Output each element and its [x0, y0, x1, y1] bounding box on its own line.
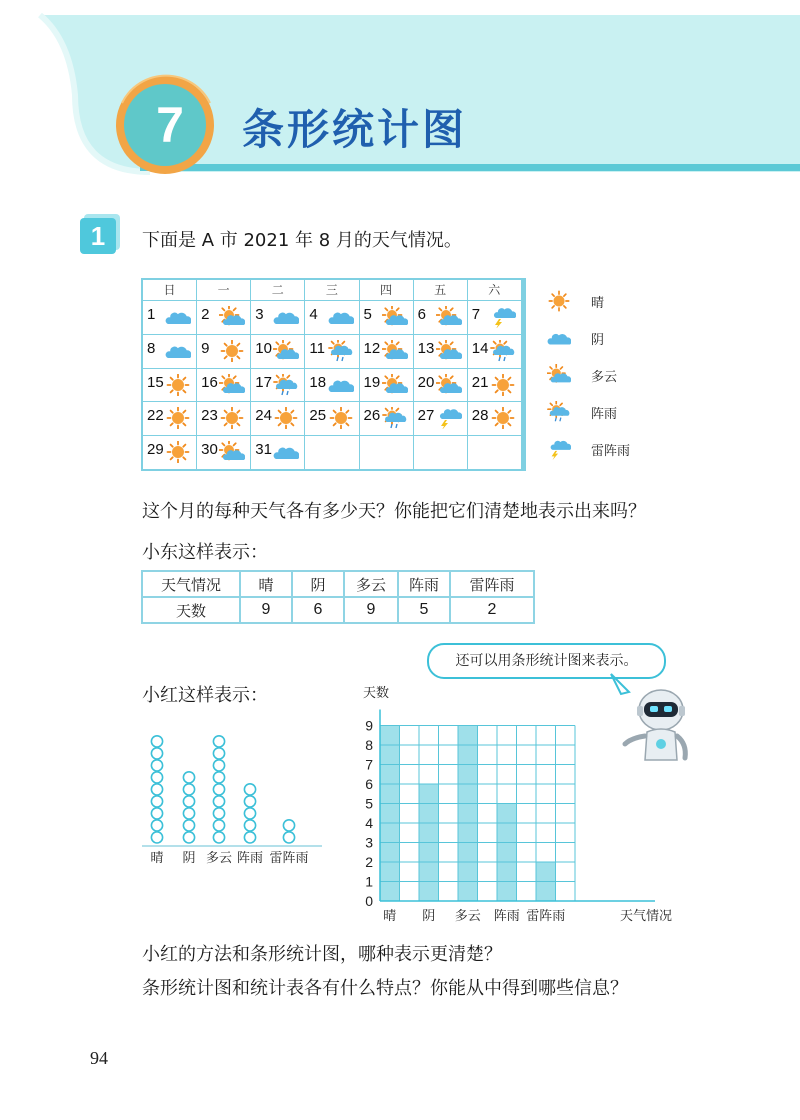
bar [497, 804, 517, 902]
pictograph-circle [213, 736, 224, 747]
pictograph-circle [151, 736, 162, 747]
calendar-day-cell [251, 436, 304, 469]
bar [458, 726, 478, 902]
x-category-label: 多云 [454, 909, 481, 924]
pictograph-circle [213, 796, 224, 807]
sunny-weather-icon [165, 441, 191, 463]
table-cell: 5 [398, 597, 450, 623]
calendar-day-number: 9 [201, 339, 210, 357]
prompt-text: 这个月的每种天气各有多少天？你能把它们清楚地表示出来吗？ [142, 501, 646, 522]
pictograph-circle [213, 772, 224, 783]
thunder-weather-icon [436, 407, 462, 429]
pictograph-circle [183, 796, 194, 807]
calendar-day-cell [468, 369, 521, 402]
calendar-day-number: 10 [255, 339, 272, 357]
sunny-weather-icon [490, 407, 516, 429]
calendar-day-cell [143, 402, 196, 435]
calendar-weekday: 二 [251, 280, 304, 300]
pictograph-chart [142, 712, 322, 872]
calendar-day-number: 31 [255, 441, 272, 459]
page-number: 94 [90, 1048, 108, 1068]
pictograph-circle [151, 808, 162, 819]
cloudy-weather-icon [165, 340, 191, 362]
calendar-day-number: 8 [147, 339, 156, 357]
shower-weather-icon [490, 340, 516, 362]
legend-item [547, 323, 637, 360]
pictograph-circle [213, 748, 224, 759]
shower-weather-icon [547, 401, 571, 423]
chapter-number: 7 [156, 97, 184, 153]
x-category-label: 阴 [422, 909, 436, 924]
calendar-day-cell [414, 369, 467, 402]
legend-label: 阵雨 [591, 407, 618, 422]
xiaodong-label: 小东这样表示： [142, 542, 268, 563]
calendar-day-cell [414, 436, 467, 469]
pictograph-category-label: 阵雨 [236, 851, 264, 866]
shower-weather-icon [328, 340, 354, 362]
weather-calendar [141, 278, 526, 471]
calendar-day-cell [360, 436, 413, 469]
calendar-day-cell [468, 436, 521, 469]
sunny-weather-icon [547, 290, 571, 312]
sunny-weather-icon [165, 374, 191, 396]
shower-weather-icon [382, 407, 408, 429]
thunder-weather-icon [490, 306, 516, 328]
pictograph-circle [183, 808, 194, 819]
partly-weather-icon [436, 306, 462, 328]
calendar-day-cell [251, 369, 304, 402]
y-tick-label: 8 [365, 737, 373, 753]
xiaohong-label: 小红这样表示： [142, 685, 268, 706]
sunny-weather-icon [490, 374, 516, 396]
weather-legend [547, 286, 637, 471]
calendar-day-number: 25 [309, 407, 327, 425]
pictograph-circle [151, 748, 162, 759]
thunder-weather-icon [547, 438, 571, 460]
calendar-day-cell [197, 369, 250, 402]
calendar-day-number: 12 [363, 339, 381, 357]
calendar-weekday: 日 [143, 280, 196, 300]
cloudy-weather-icon [273, 306, 299, 328]
calendar-day-cell [360, 402, 413, 435]
legend-label: 晴 [591, 296, 605, 311]
partly-weather-icon [273, 340, 299, 362]
calendar-day-number: 20 [417, 373, 435, 391]
calendar-day-number: 26 [363, 407, 381, 425]
table-header-label: 天气情况 [142, 571, 240, 597]
partly-weather-icon [382, 374, 408, 396]
pictograph-circle [183, 820, 194, 831]
pictograph-circle [283, 820, 294, 831]
calendar-day-cell [197, 436, 250, 469]
pictograph-circle [183, 772, 194, 783]
pictograph-circle [244, 820, 255, 831]
calendar-day-cell [414, 301, 467, 334]
y-tick-label: 1 [365, 873, 373, 890]
legend-label: 雷阵雨 [591, 444, 631, 459]
y-tick-label: 4 [365, 815, 373, 831]
legend-item [547, 434, 637, 471]
calendar-day-number: 24 [255, 407, 272, 425]
cloudy-weather-icon [328, 306, 354, 328]
pictograph-circle [183, 784, 194, 795]
calendar-day-cell [360, 369, 413, 402]
pictograph-circle [244, 808, 255, 819]
calendar-day-number: 1 [147, 306, 156, 323]
shower-weather-icon [273, 374, 299, 396]
pictograph-category-label: 阴 [182, 851, 196, 866]
calendar-day-number: 13 [417, 339, 435, 357]
calendar-day-number: 27 [417, 407, 435, 425]
pictograph-circle [151, 832, 162, 843]
legend-label: 阴 [591, 333, 605, 348]
table-cell: 9 [240, 597, 292, 623]
pictograph-circle [151, 760, 162, 771]
partly-weather-icon [382, 306, 408, 328]
calendar-day-number: 11 [309, 339, 325, 357]
calendar-day-number: 15 [147, 373, 164, 391]
legend-label: 多云 [591, 370, 618, 385]
legend-item [547, 360, 637, 397]
partly-weather-icon [547, 364, 571, 386]
sunny-weather-icon [273, 407, 299, 429]
calendar-day-cell [360, 301, 413, 334]
pictograph-circle [283, 832, 294, 843]
calendar-day-cell [360, 335, 413, 368]
table-col-header: 多云 [344, 571, 398, 597]
pictograph-circle [213, 784, 224, 795]
pictograph-circle [151, 784, 162, 795]
y-tick-label: 6 [365, 776, 373, 792]
sunny-weather-icon [219, 407, 245, 429]
sunny-weather-icon [219, 340, 245, 362]
x-category-label: 阵雨 [493, 909, 520, 924]
y-axis-title: 天数 [363, 686, 390, 701]
calendar-weekday: 六 [468, 280, 521, 300]
calendar-day-cell [197, 301, 250, 334]
y-tick-label: 2 [365, 854, 373, 870]
calendar-day-number: 6 [417, 306, 426, 323]
calendar-day-number: 16 [201, 373, 218, 391]
partly-weather-icon [219, 306, 245, 328]
legend-item [547, 286, 637, 323]
calendar-day-number: 7 [471, 306, 481, 323]
partly-weather-icon [219, 441, 245, 463]
table-col-header: 阵雨 [398, 571, 450, 597]
table-cell: 9 [344, 597, 398, 623]
calendar-day-cell [251, 301, 304, 334]
chapter-title: 条形统计图 [242, 105, 468, 154]
y-tick-label: 7 [365, 756, 373, 773]
table-row-label: 天数 [142, 597, 240, 623]
calendar-day-number: 4 [309, 306, 318, 323]
pictograph-circle [151, 796, 162, 807]
calendar-day-number: 23 [201, 407, 218, 425]
pictograph-circle [213, 820, 224, 831]
calendar-day-cell [143, 335, 196, 368]
pictograph-circle [151, 820, 162, 831]
pictograph-circle [213, 832, 224, 843]
calendar-day-number: 2 [201, 306, 210, 323]
cloudy-weather-icon [273, 441, 299, 463]
calendar-day-number: 5 [363, 306, 372, 323]
question-two: 小红的方法和条形统计图，哪种表示更清楚？ [142, 944, 502, 965]
calendar-day-number: 14 [471, 339, 489, 357]
calendar-day-cell [468, 402, 521, 435]
table-col-header: 阴 [292, 571, 344, 597]
sunny-weather-icon [165, 407, 191, 429]
calendar-day-cell [251, 402, 304, 435]
pictograph-circle [244, 832, 255, 843]
bar [380, 726, 400, 902]
pictograph-circle [244, 784, 255, 795]
calendar-weekday: 五 [414, 280, 467, 300]
calendar-weekday: 三 [305, 280, 358, 300]
calendar-day-cell [143, 369, 196, 402]
calendar-day-number: 19 [363, 373, 381, 391]
calendar-day-cell [305, 369, 358, 402]
pictograph-category-label: 多云 [205, 851, 233, 866]
table-row [142, 597, 534, 623]
calendar-day-number: 28 [471, 407, 489, 425]
calendar-day-cell [414, 402, 467, 435]
calendar-day-cell [468, 301, 521, 334]
calendar-day-number: 21 [471, 373, 489, 391]
calendar-day-number: 3 [255, 306, 264, 323]
calendar-day-number: 18 [309, 373, 327, 391]
stats-table [141, 570, 535, 624]
pictograph-category-label: 晴 [150, 851, 164, 866]
pictograph-category-label: 雷阵雨 [269, 851, 309, 866]
calendar-day-cell [305, 436, 358, 469]
y-tick-label: 0 [365, 893, 373, 909]
table-col-header: 雷阵雨 [450, 571, 534, 597]
calendar-day-cell [197, 402, 250, 435]
question-three: 条形统计图和统计表各有什么特点？你能从中得到哪些信息？ [142, 978, 628, 999]
partly-weather-icon [219, 374, 245, 396]
x-category-label: 晴 [383, 909, 397, 924]
calendar-day-number: 22 [147, 407, 164, 425]
partly-weather-icon [382, 340, 408, 362]
robot-speech-bubble: 还可以用条形统计图来表示。 [427, 643, 666, 679]
legend-item [547, 397, 637, 434]
table-header-row [142, 571, 534, 597]
calendar-day-cell [143, 436, 196, 469]
calendar-day-cell [414, 335, 467, 368]
cloudy-weather-icon [547, 327, 571, 349]
calendar-day-cell [197, 335, 250, 368]
calendar-day-cell [251, 335, 304, 368]
x-axis-title: 天气情况 [620, 909, 673, 924]
calendar-weekday: 四 [360, 280, 413, 300]
partly-weather-icon [436, 340, 462, 362]
table-cell: 2 [450, 597, 534, 623]
calendar-day-number: 29 [147, 441, 164, 459]
cloudy-weather-icon [328, 374, 354, 396]
y-tick-label: 5 [365, 795, 373, 812]
question-intro: 下面是 A 市 2021 年 8 月的天气情况。 [142, 230, 462, 251]
partly-weather-icon [436, 374, 462, 396]
table-cell: 6 [292, 597, 344, 623]
calendar-day-cell [305, 301, 358, 334]
pictograph-circle [213, 808, 224, 819]
calendar-weekday: 一 [197, 280, 250, 300]
calendar-day-cell [468, 335, 521, 368]
x-category-label: 雷阵雨 [526, 909, 566, 924]
pictograph-circle [151, 772, 162, 783]
question-badge: 1 [80, 218, 116, 254]
calendar-day-number: 17 [255, 373, 272, 391]
pictograph-circle [213, 760, 224, 771]
bar-chart [355, 680, 695, 930]
pictograph-circle [244, 796, 255, 807]
cloudy-weather-icon [165, 306, 191, 328]
calendar-day-cell [305, 402, 358, 435]
sunny-weather-icon [328, 407, 354, 429]
table-col-header: 晴 [240, 571, 292, 597]
calendar-day-cell [305, 335, 358, 368]
y-tick-label: 3 [365, 834, 373, 851]
pictograph-circle [183, 832, 194, 843]
calendar-day-cell [143, 301, 196, 334]
y-tick-label: 9 [365, 717, 373, 734]
calendar-day-number: 30 [201, 441, 218, 459]
